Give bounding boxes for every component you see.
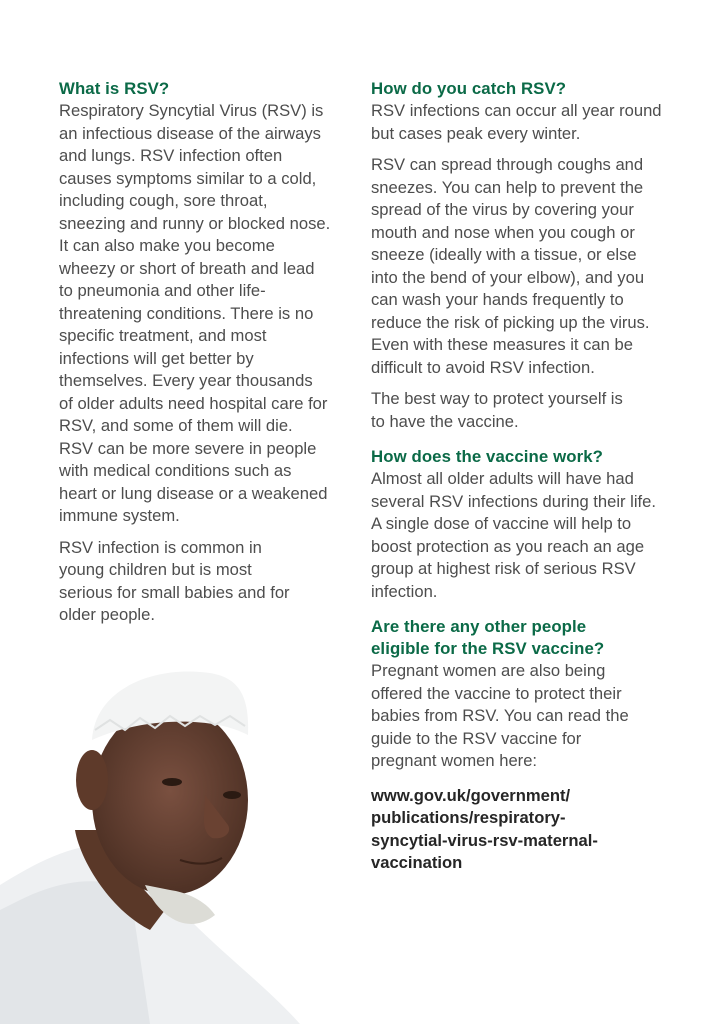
left-column bbox=[59, 78, 339, 636]
older-man-portrait-image bbox=[0, 660, 300, 1024]
paragraph-vaccine-works: Almost all older adults will have had several RSV infections during their life. A single dose of vaccine will help to boost protection as you reach an age group at highest risk of serious RSV infection. bbox=[371, 469, 656, 601]
heading-other-people-eligible: Are there any other people eligible for the RSV vaccine? bbox=[371, 617, 605, 658]
paragraph-rsv-definition: Respiratory Syncytial Virus (RSV) is an infectious disease of the airways and lungs. RSV infection often causes symptoms similar to a cold, including cough, sore throat, sneezing and runny or blocked nose. It can also make you become wheezy or short of breath and lead to pneumonia and other life-threatening conditions. There is no specific treatment, and most infections will get better by themselves. Every year thousands of older adults need hospital care for RSV, and some of them will die. RSV can be more severe in people with medical conditions such as heart or lung disease or a weakened immune system. bbox=[59, 101, 331, 525]
heading-how-catch-rsv: How do you catch RSV? bbox=[371, 79, 567, 98]
paragraph-peak-winter: RSV infections can occur all year round but cases peak every winter. bbox=[371, 101, 662, 143]
paragraph-rsv-common: RSV infection is common in young children but is most serious for small babies and for older people. bbox=[59, 537, 290, 624]
heading-what-is-rsv: What is RSV? bbox=[59, 79, 170, 98]
paragraph-best-protection: The best way to protect yourself is to have the vaccine. bbox=[371, 389, 623, 431]
paragraph-pregnant-women: Pregnant women are also being offered the vaccine to protect their babies from RSV. You can read the guide to the RSV vaccine for pregnant women here: bbox=[371, 661, 629, 770]
maternal-vaccination-link[interactable]: www.gov.uk/government/ publications/respiratory- syncytial-virus-rsv-maternal- vaccination bbox=[371, 785, 598, 872]
photo-older-man bbox=[0, 660, 300, 1024]
heading-how-vaccine-works: How does the vaccine work? bbox=[371, 447, 604, 466]
right-column bbox=[371, 78, 666, 875]
paragraph-spread: RSV can spread through coughs and sneezes. You can help to prevent the spread of the virus by covering your mouth and nose when you cough or sneeze (ideally with a tissue, or else into the bend of your elbow), and you can wash your hands frequently to reduce the risk of picking up the virus. Even with these measures it can be difficult to avoid RSV infection. bbox=[371, 155, 650, 377]
